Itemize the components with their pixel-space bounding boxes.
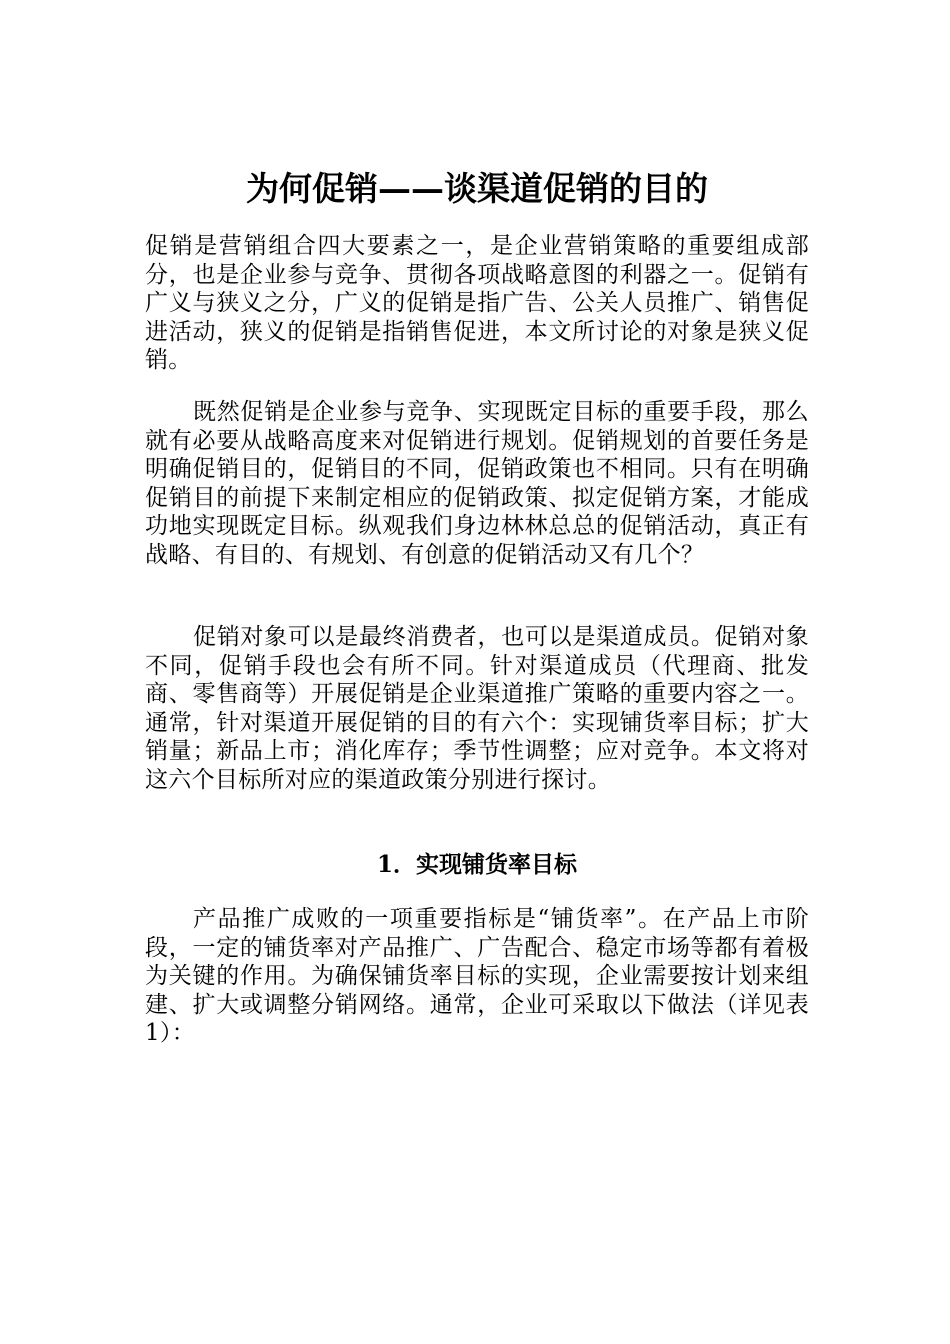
body-paragraph-3: 促销对象可以是最终消费者，也可以是渠道成员。促销对象不同，促销手段也会有所不同。针对渠道成员（代理商、批发商、零售商等）开展促销是企业渠道推广策略的重要内容之一。通常，针对渠道开展促销的目的有六个：实现铺货率目标；扩大销量；新品上市；消化库存；季节性调整；应对竞争。本文将对这六个目标所对应的渠道政策分别进行探讨。 [145,624,809,793]
section-heading: 1．实现铺货率目标 [376,851,577,878]
body-paragraph-4: 产品推广成败的一项重要指标是“铺货率”。在产品上市阶段，一定的铺货率对产品推广、广告配合、稳定市场等都有着极为关键的作用。为确保铺货率目标的实现，企业需要按计划来组建、扩大或调整分销网络。通常，企业可采取以下做法（详见表1）： [145,906,809,1046]
document-title: 为何促销——谈渠道促销的目的 [246,169,708,208]
intro-paragraph: 促销是营销组合四大要素之一，是企业营销策略的重要组成部分，也是企业参与竞争、贯彻各项战略意图的利器之一。促销有广义与狭义之分，广义的促销是指广告、公关人员推广、销售促进活动，狭义的促销是指销售促进，本文所讨论的对象是狭义促销。 [145,233,809,373]
body-paragraph-2: 既然促销是企业参与竞争、实现既定目标的重要手段，那么就有必要从战略高度来对促销进行规划。促销规划的首要任务是明确促销目的，促销目的不同，促销政策也不相同。只有在明确促销目的前提下来制定相应的促销政策、拟定促销方案，才能成功地实现既定目标。纵观我们身边林林总总的促销活动，真正有战略、有目的、有规划、有创意的促销活动又有几个？ [145,399,809,568]
